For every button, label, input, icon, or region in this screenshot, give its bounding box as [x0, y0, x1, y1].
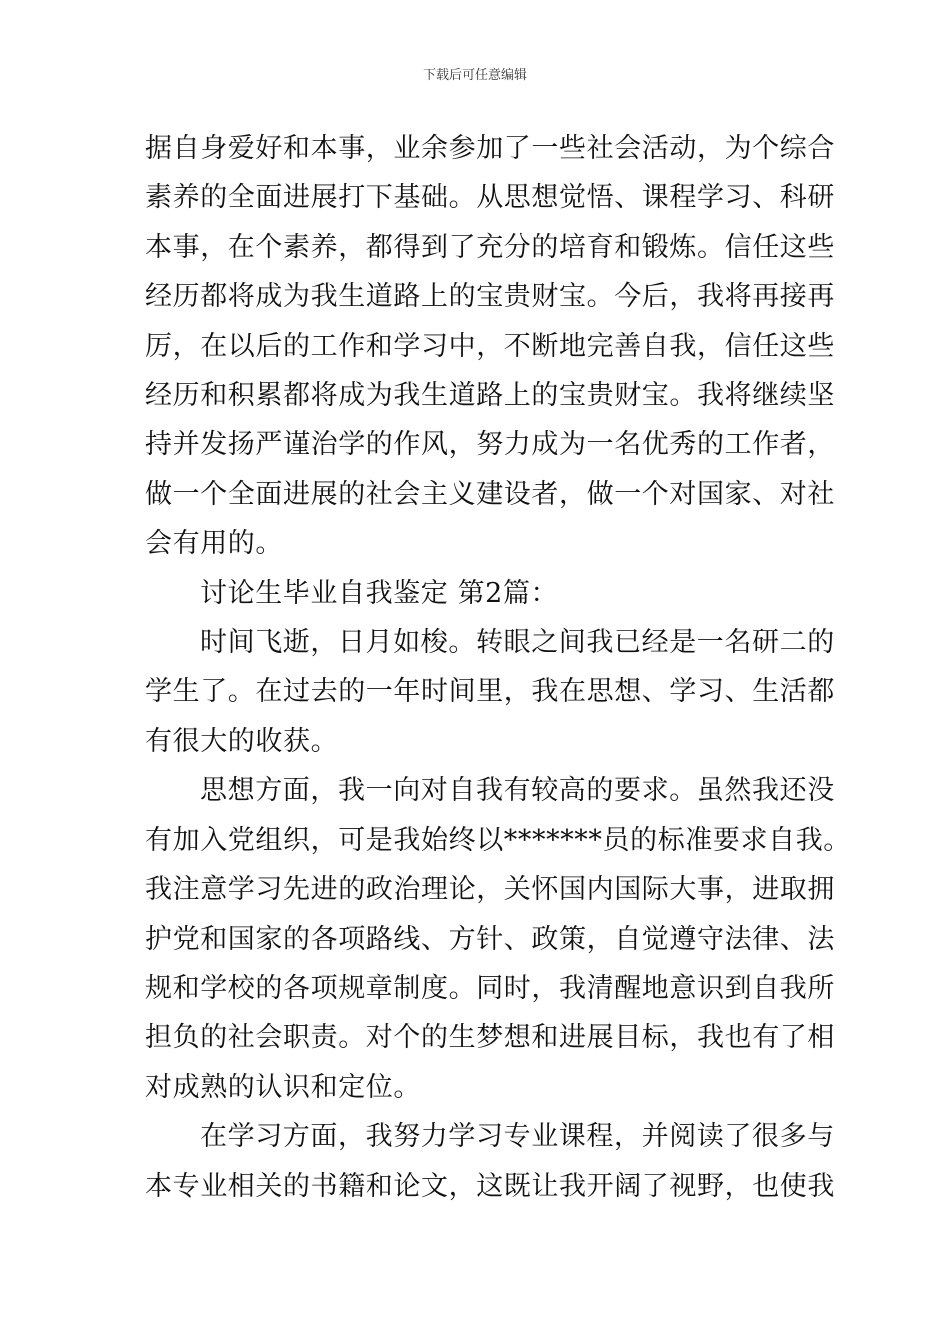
text-line: 素养的全面进展打下基础。从思想觉悟、课程学习、科研 [145, 182, 835, 214]
text-line: 时间飞逝，日月如梭。转眼之间我已经是一名研二的 [200, 627, 835, 659]
document-body [145, 124, 851, 1211]
text-line: 对成熟的认识和定位。 [145, 1071, 421, 1103]
text-line: 规和学校的各项规章制度。同时，我清醒地意识到自我所 [145, 972, 835, 1004]
text-line: 经历和积累都将成为我生道路上的宝贵财宝。我将继续坚 [145, 380, 835, 412]
text-line: 有很大的收获。 [145, 725, 339, 757]
text-line: 护党和国家的各项路线、方针、政策，自觉遵守法律、法 [145, 923, 835, 955]
text-line: 会有用的。 [145, 528, 283, 560]
text-line: 有加入党组织，可是我始终以*******员的标准要求自我。 [145, 824, 851, 856]
text-line: 厉，在以后的工作和学习中，不断地完善自我，信任这些 [145, 330, 835, 362]
text-line: 思想方面，我一向对自我有较高的要求。虽然我还没 [200, 775, 835, 807]
text-line: 本事，在个素养，都得到了充分的培育和锻炼。信任这些 [145, 231, 835, 263]
text-line: 我注意学习先进的政治理论，关怀国内国际大事，进取拥 [145, 874, 835, 906]
text-line: 据自身爱好和本事，业余参加了一些社会活动，为个综合 [145, 133, 835, 164]
text-line: 做一个全面进展的社会主义建设者，做一个对国家、对社 [145, 478, 835, 510]
section-heading: 讨论生毕业自我鉴定 第2篇： [200, 577, 559, 609]
text-line: 经历都将成为我生道路上的宝贵财宝。今后，我将再接再 [145, 281, 835, 313]
text-line: 在学习方面，我努力学习专业课程，并阅读了很多与 [200, 1121, 835, 1153]
text-line: 担负的社会职责。对个的生梦想和进展目标，我也有了相 [145, 1022, 835, 1054]
text-line: 学生了。在过去的一年时间里，我在思想、学习、生活都 [145, 676, 835, 708]
text-line: 持并发扬严谨治学的作风，努力成为一名优秀的工作者， [145, 429, 835, 461]
page-header: 下载后可任意编辑 [422, 68, 527, 83]
text-line: 本专业相关的书籍和论文，这既让我开阔了视野，也使我 [145, 1170, 835, 1202]
